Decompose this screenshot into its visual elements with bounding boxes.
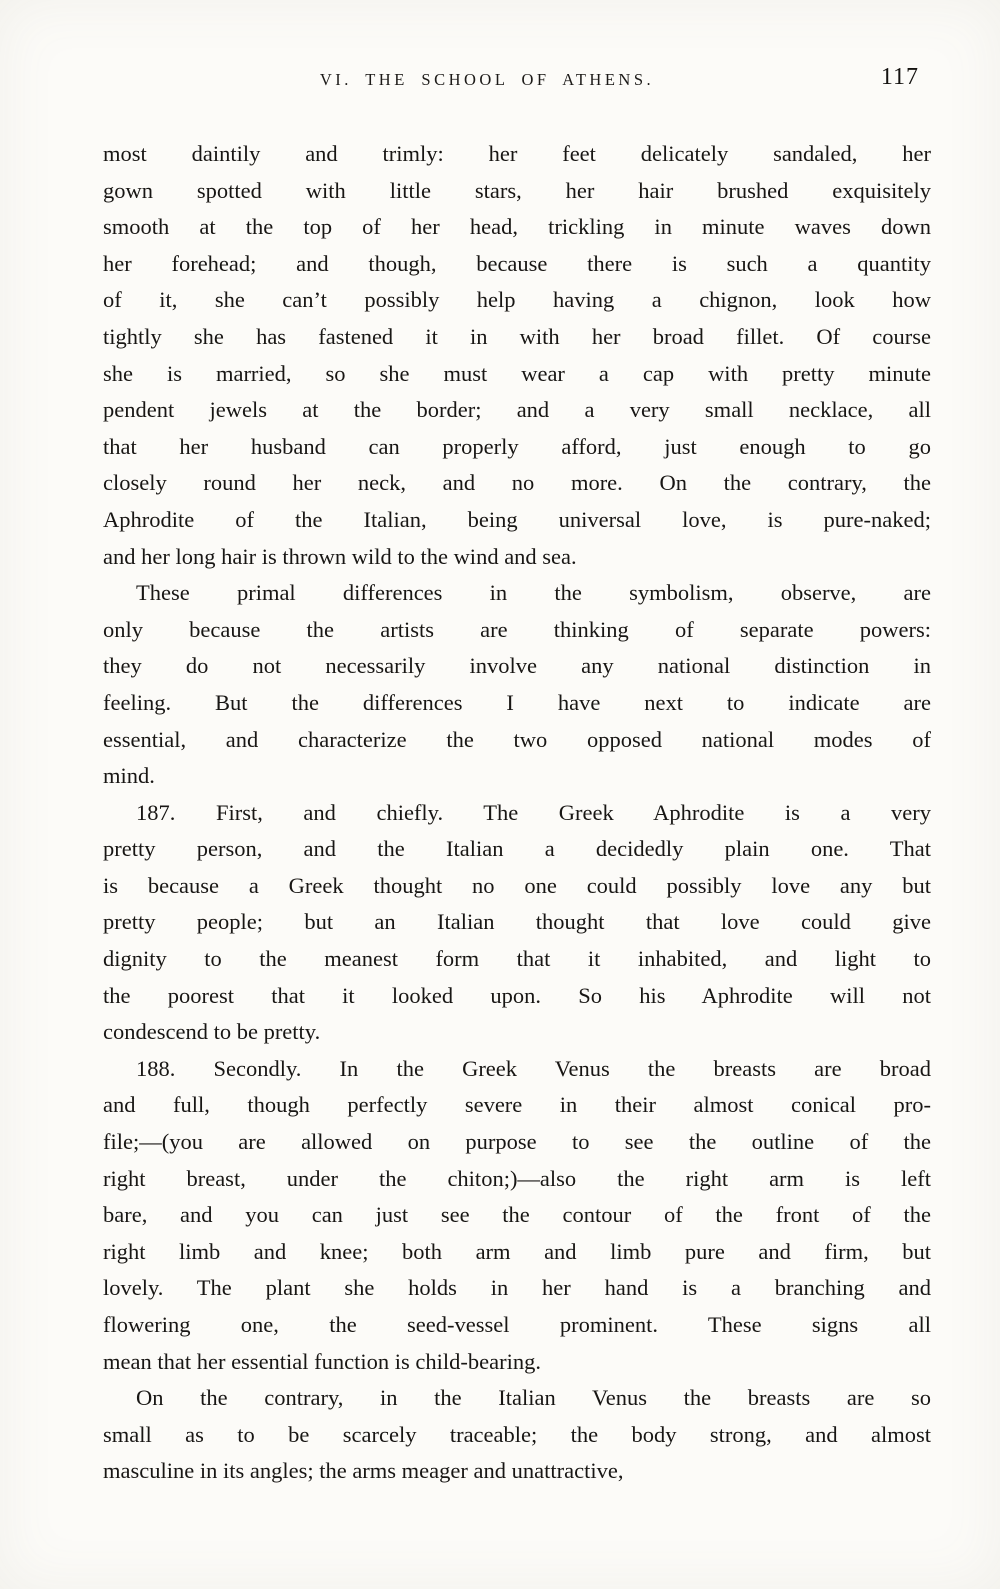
text-line: Aphrodite of the Italian, being universal love, is pure-naked;: [103, 506, 931, 532]
paragraph: [103, 136, 931, 575]
text-line: These primal differences in the symbolism, observe, are: [136, 580, 931, 606]
text-line: file;—(you are allowed on purpose to see the outline of the: [103, 1129, 931, 1155]
paragraph: [103, 1051, 931, 1380]
page-number: 117: [880, 64, 919, 90]
paragraph: [103, 795, 931, 1051]
text-line: closely round her neck, and no more. On the contrary, the: [103, 470, 931, 496]
text-line: and full, though perfectly severe in their almost conical pro-: [103, 1092, 931, 1118]
text-line: dignity to the meanest form that it inhabited, and light to: [103, 946, 931, 972]
paragraph: [103, 1380, 931, 1490]
page-header: [103, 64, 931, 98]
text-line: most daintily and trimly: her feet delicately sandaled, her: [103, 141, 931, 166]
text-line: and her long hair is thrown wild to the wind and sea.: [103, 543, 577, 569]
text-line: is because a Greek thought no one could possibly love any but: [103, 872, 931, 898]
text-line: smooth at the top of her head, trickling in minute waves down: [103, 214, 931, 240]
text-line: mind.: [103, 763, 155, 789]
text-line: condescend to be pretty.: [103, 1019, 321, 1045]
text-line: tightly she has fastened it in with her broad fillet. Of course: [103, 323, 931, 349]
text-line: bare, and you can just see the contour of the front of the: [103, 1202, 931, 1228]
text-line: they do not necessarily involve any national distinction in: [103, 653, 931, 679]
text-line: small as to be scarcely traceable; the body strong, and almost: [103, 1421, 931, 1447]
text-line: right limb and knee; both arm and limb pure and firm, but: [103, 1238, 931, 1264]
page-body: [103, 136, 931, 1490]
text-line: flowering one, the seed-vessel prominent. These signs all: [103, 1312, 931, 1337]
text-line: that her husband can properly afford, just enough to go: [103, 433, 931, 459]
text-line: 188. Secondly. In the Greek Venus the breasts are broad: [136, 1055, 931, 1081]
text-line: she is married, so she must wear a cap with pretty minute: [103, 360, 931, 386]
text-line: feeling. But the differences I have next to indicate are: [103, 689, 931, 715]
paragraph: [103, 575, 931, 795]
running-title: VI. THE SCHOOL OF ATHENS.: [319, 70, 655, 89]
text-line: essential, and characterize the two opposed national modes of: [103, 726, 931, 752]
text-line: pendent jewels at the border; and a very small necklace, all: [103, 397, 931, 423]
text-line: lovely. The plant she holds in her hand is a branching and: [103, 1275, 931, 1301]
text-line: pretty people; but an Italian thought that love could give: [103, 909, 931, 935]
text-line: of it, she can’t possibly help having a chignon, look how: [103, 287, 931, 313]
text-line: 187. First, and chiefly. The Greek Aphrodite is a very: [136, 799, 931, 825]
text-line: right breast, under the chiton;)—also the right arm is left: [103, 1165, 931, 1191]
text-line: gown spotted with little stars, her hair brushed exquisitely: [103, 177, 931, 203]
text-line: mean that her essential function is child-bearing.: [103, 1348, 541, 1374]
text-line: only because the artists are thinking of separate powers:: [103, 616, 931, 642]
text-line: masculine in its angles; the arms meager and unattractive,: [103, 1458, 624, 1484]
text-line: the poorest that it looked upon. So his Aphrodite will not: [103, 982, 931, 1008]
text-line: her forehead; and though, because there is such a quantity: [103, 250, 931, 276]
text-line: On the contrary, in the Italian Venus the breasts are so: [136, 1385, 931, 1411]
text-line: pretty person, and the Italian a decidedly plain one. That: [103, 836, 931, 862]
